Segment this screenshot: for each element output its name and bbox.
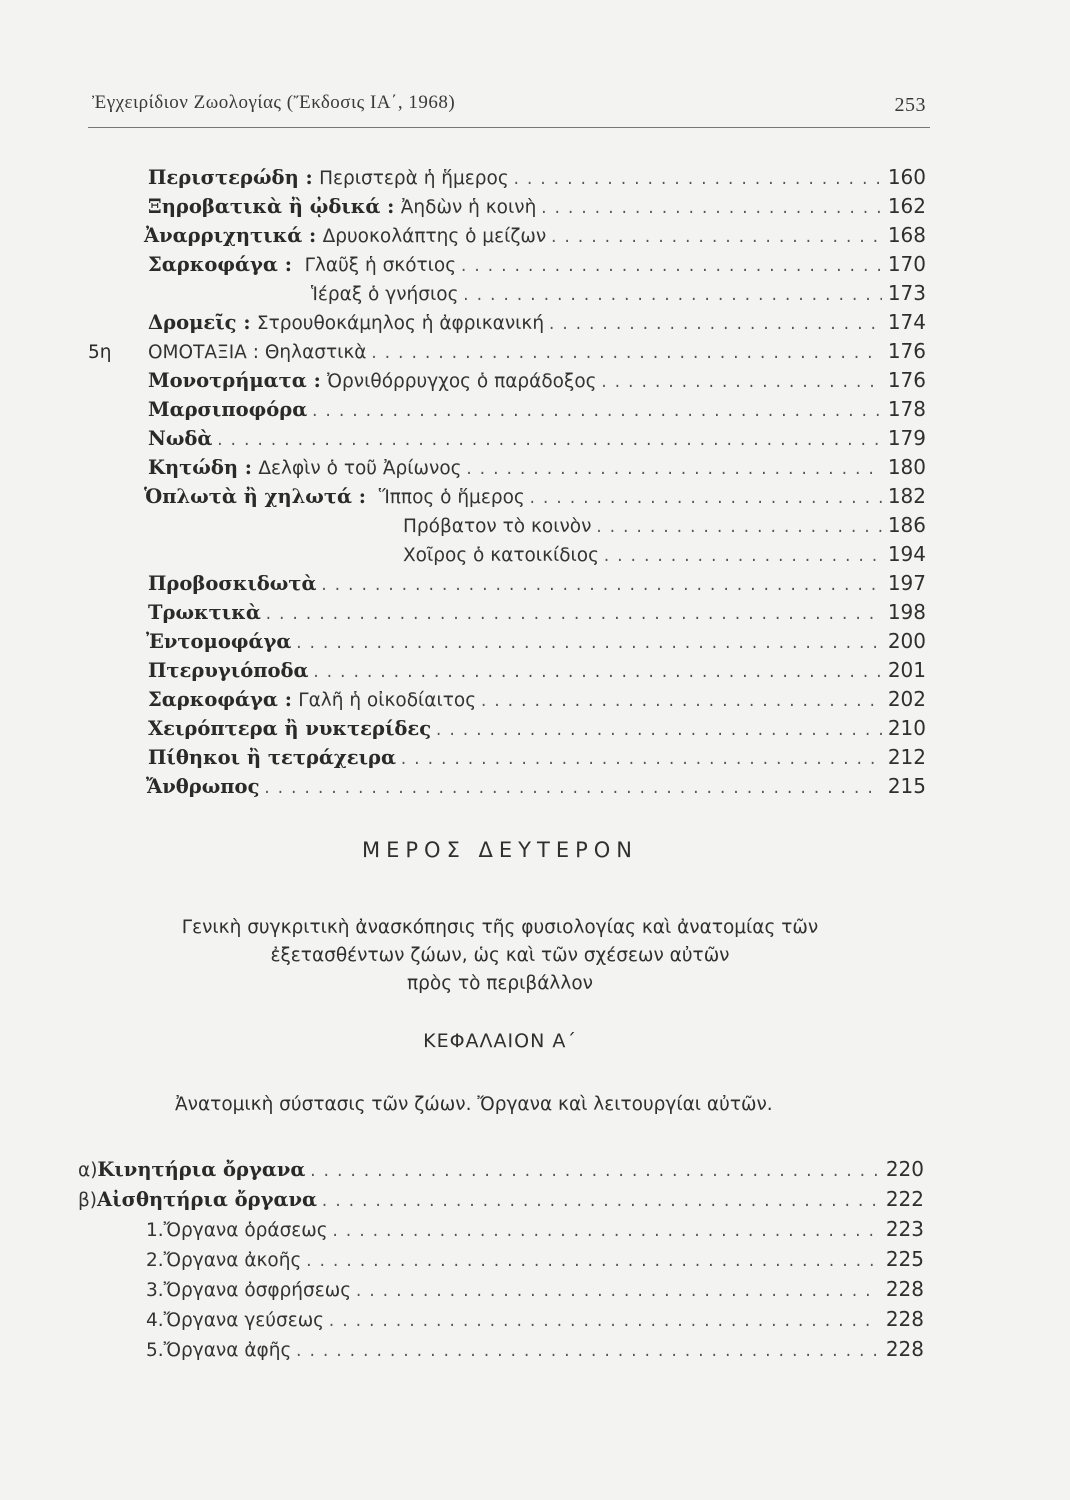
toc-row: Μαρσιποφόρα . . . 178 bbox=[148, 397, 926, 427]
toc-row: Ξηροβατικὰ ἢ ᾠδικά : Ἀηδὼν ἡ κοινὴ . . . 162 bbox=[148, 194, 926, 224]
toc-row: 1. Ὄργανα ὁράσεως . . . 223 bbox=[146, 1217, 924, 1247]
toc-row: 3. Ὄργανα ὀσφρήσεως . . . 228 bbox=[146, 1277, 924, 1307]
page-number: 253 bbox=[894, 94, 926, 116]
toc-row: Πίθηκοι ἢ τετράχειρα . . . 212 bbox=[148, 745, 926, 775]
toc-row: Χειρόπτερα ἢ νυκτερίδες . . . 210 bbox=[148, 716, 926, 746]
toc-row: Ἄνθρωπος . . . 215 bbox=[146, 774, 926, 804]
toc-row: α) Κινητήρια ὄργανα . . . 220 bbox=[78, 1157, 924, 1187]
toc-row: Χοῖρος ὁ κατοικίδιος . . . 194 bbox=[403, 542, 926, 572]
toc-row: Σαρκοφάγα : Γαλῆ ἡ οἰκοδίαιτος . . . 202 bbox=[148, 687, 926, 717]
class-prefix: 5η bbox=[88, 342, 112, 363]
chapter-title: ΚΕΦΑΛΑΙΟΝ Α΄ bbox=[423, 1030, 577, 1052]
toc-row: Περιστερώδη : Περιστερὰ ἡ ἥμερος . . . 160 bbox=[148, 165, 926, 195]
toc-row: 2. Ὄργανα ἀκοῆς . . . 225 bbox=[146, 1247, 924, 1277]
toc-row: Σαρκοφάγα : Γλαῦξ ἡ σκότιος . . . 170 bbox=[148, 252, 926, 282]
toc-row: 5. Ὄργανα ἀφῆς . . . 228 bbox=[146, 1337, 924, 1367]
toc-row: Πρόβατον τὸ κοινὸν . . . 186 bbox=[403, 513, 926, 543]
toc-row: Προβοσκιδωτὰ . . . 197 bbox=[148, 571, 926, 601]
toc-row: Πτερυγιόποδα . . . 201 bbox=[148, 658, 926, 688]
toc-row: Ἐντομοφάγα . . . 200 bbox=[146, 629, 926, 659]
toc-row: Κητώδη : Δελφὶν ὁ τοῦ Ἀρίωνος . . . 180 bbox=[148, 455, 926, 485]
toc-row: Ὁπλωτὰ ἢ χηλωτά : Ἵππος ὁ ἥμερος . . . 182 bbox=[144, 484, 926, 514]
toc-row: Νωδὰ . . . 179 bbox=[148, 426, 926, 456]
running-title: Ἐγχειρίδιον Ζωολογίας (Ἔκδοσις ΙΑ΄, 1968) bbox=[92, 92, 456, 113]
header-rule bbox=[88, 127, 930, 128]
part-subtitle-line: ἐξετασθέντων ζώων, ὡς καὶ τῶν σχέσεων αὐτῶν bbox=[270, 945, 730, 966]
toc-row: 4. Ὄργανα γεύσεως . . . 228 bbox=[146, 1307, 924, 1337]
running-header bbox=[92, 92, 926, 114]
part-title: ΜΕΡΟΣ ΔΕΥΤΕΡΟΝ bbox=[362, 838, 638, 862]
toc-row: Τρωκτικὰ . . . 198 bbox=[148, 600, 926, 630]
toc-row: β) Αἰσθητήρια ὄργανα . . . 222 bbox=[78, 1187, 924, 1217]
chapter-subtitle: Ἀνατομικὴ σύστασις τῶν ζώων. Ὄργανα καὶ λειτουργίαι αὐτῶν. bbox=[175, 1094, 773, 1115]
toc-row: Ἀναρριχητικά : Δρυοκολάπτης ὁ μείζων . . . 168 bbox=[144, 223, 926, 253]
toc-row: Μονοτρήματα : Ὀρνιθόρρυγχος ὁ παράδοξος . . . 176 bbox=[148, 368, 926, 398]
toc-row: Ἱέραξ ὁ γνήσιος . . . 173 bbox=[311, 281, 926, 311]
toc-row: ΟΜΟΤΑΞΙΑ : Θηλαστικὰ . . . 176 bbox=[148, 339, 926, 369]
part-subtitle-line: Γενικὴ συγκριτικὴ ἀνασκόπησις τῆς φυσιολογίας καὶ ἀνατομίας τῶν bbox=[181, 917, 819, 938]
part-subtitle-line: πρὸς τὸ περιβάλλον bbox=[407, 973, 593, 994]
toc-row: Δρομεῖς : Στρουθοκάμηλος ἡ ἀφρικανική . . . 174 bbox=[148, 310, 926, 340]
